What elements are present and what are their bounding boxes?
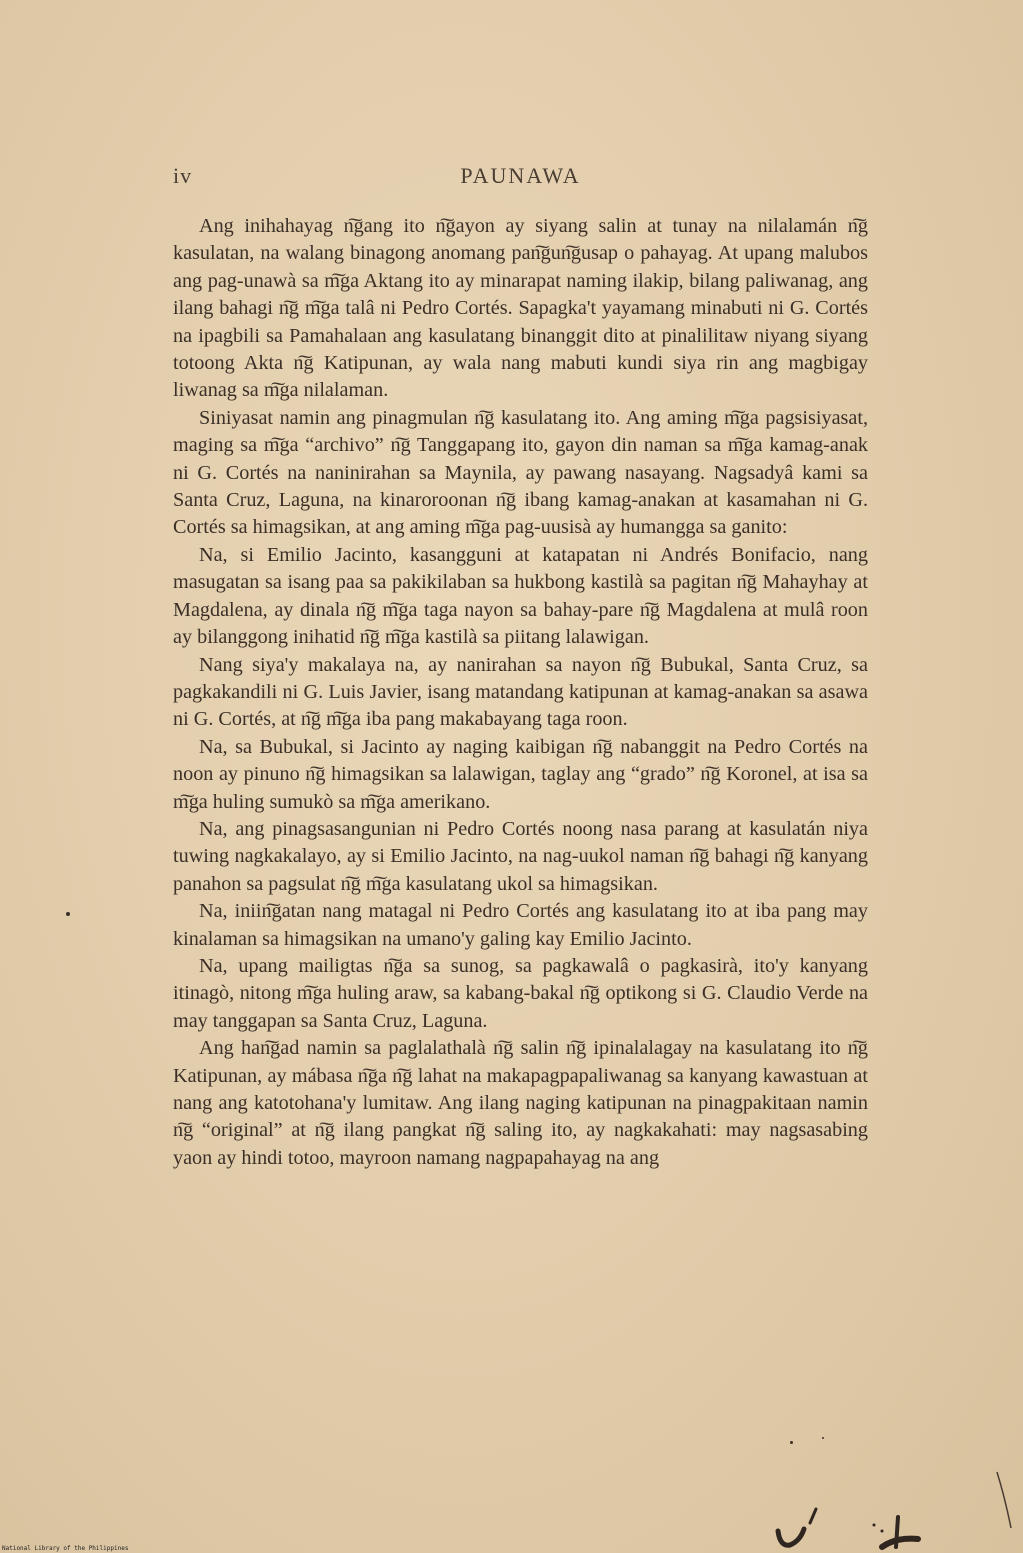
paragraph: Na, upang mailigtas n͠ga sa sunog, sa pagkawalâ o pagkasirà, ito'y kanyang itinagò, nitong m͠ga huling araw, sa kabang-bakal n͠g optikong si G. Claudio Verde na may tanggapan sa Santa Cruz, Laguna.: [173, 954, 868, 1032]
library-credit: National Library of the Philippines: [2, 1545, 129, 1552]
paragraph: Ang inihahayag n͠gang ito n͠gayon ay siyang salin at tunay na nilalamán n͠g kasulatan, na walang binagong anomang pan͠gun͠gusap o pahayag. At upang malubos ang pag-unawà sa m͠ga Aktang ito ay minarapat naming ilakip, bilang paliwanag, ang ilang bahagi n͠g m͠ga talâ ni Pedro Cortés. Sapagka't yayamang minabuti ni G. Cortés na ipagbili sa Pamahalaan ang kasulatang binanggit dito at pinalilitaw niyang siyang totoong Akta n͠g Katipunan, ay wala nang mabuti kundi siya rin ang magbigay liwanag sa m͠ga nilalaman.: [173, 215, 868, 402]
paragraph: Na, si Emilio Jacinto, kasangguni at katapatan ni Andrés Bonifacio, nang masugatan sa isang paa sa pakikilaban sa hukbong kastilà sa pagitan n͠g Mahayhay at Magdalena, ay dinala n͠g m͠ga taga nayon sa bahay-pare n͠g Magdalena at mulâ roon ay bilanggong inihatid n͠g m͠ga kastilà sa piitang lalawigan.: [173, 543, 868, 649]
body-text: [173, 213, 868, 1172]
paragraph: Na, iniin͠gatan nang matagal ni Pedro Cortés ang kasulatang ito at iba pang may kinalaman sa himagsikan na umano'y galing kay Emilio Jacinto.: [173, 900, 868, 950]
paragraph: Siniyasat namin ang pinagmulan n͠g kasulatang ito. Ang aming m͠ga pagsisiyasat, maging sa m͠ga “archivo” n͠g Tanggapang ito, gayon din naman sa m͠ga kamag-anak ni G. Cortés na naninirahan sa Maynila, ay pawang nasayang. Nagsadyâ kami sa Santa Cruz, Laguna, na kinaroroonan n͠g ibang kamag-anakan at kasamahan ni G. Cortés sa himagsikan, at ang aming m͠ga pag-uusisà ay humangga sa ganito:: [173, 406, 868, 539]
margin-speck: [822, 1437, 824, 1439]
page-edge-mark: [995, 1470, 1015, 1530]
margin-speck: [66, 912, 70, 916]
paragraph: Na, sa Bubukal, si Jacinto ay naging kaibigan n͠g nabanggit na Pedro Cortés na noon ay pinuno n͠g himagsikan sa lalawigan, taglay ang “grado” n͠g Koronel, at isa sa m͠ga huling sumukò sa m͠ga amerikano.: [173, 735, 868, 813]
page-number: iv: [173, 163, 193, 188]
page-header: [173, 163, 868, 195]
margin-speck: [790, 1441, 793, 1444]
paragraph: Na, ang pinagsasangunian ni Pedro Cortés noong nasa parang at kasulatán niya tuwing nagkakalayo, ay si Emilio Jacinto, na nag-uukol naman n͠g bahagi n͠g kanyang panahon sa pagsulat n͠g m͠ga kasulatang ukol sa himagsikan.: [173, 817, 868, 895]
running-title: PAUNAWA: [460, 163, 581, 188]
paragraph: Ang han͠gad namin sa paglalathalà n͠g salin n͠g ipinalalagay na kasulatang ito n͠g Katipunan, ay mábasa n͠ga n͠g lahat na makapagpapaliwanag sa kanyang kawastuan at nang ang katotohana'y lumitaw. Ang ilang naging katipunan na pinagpakitaan namin n͠g “original” at n͠g ilang pangkat n͠g saling ito, ay nagkakahati: may nagsasabing yaon ay hindi totoo, mayroon namang nagpapahayag na ang: [173, 1037, 868, 1169]
handwritten-marks: [770, 1495, 950, 1550]
paragraph: Nang siya'y makalaya na, ay nanirahan sa nayon n͠g Bubukal, Santa Cruz, sa pagkakandili ni G. Luis Javier, isang matandang katipunan at kamag-anakan sa asawa ni G. Cortés, at n͠g m͠ga iba pang makabayang taga roon.: [173, 653, 868, 731]
